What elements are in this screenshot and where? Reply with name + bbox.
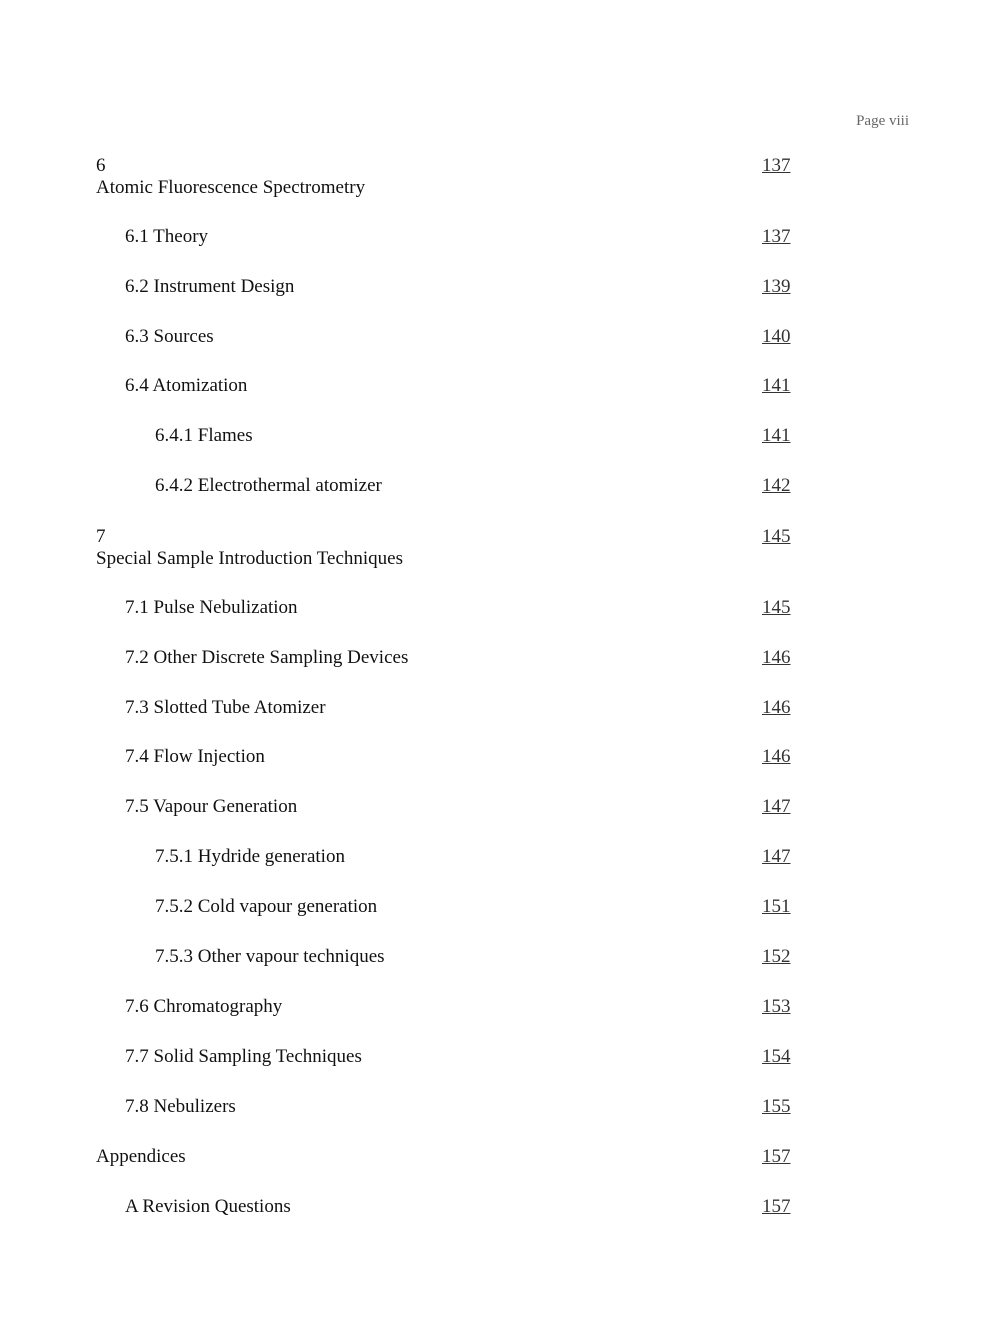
chapter-number: 6 [96,155,106,176]
toc-entry-title: 6.2 Instrument Design [125,276,295,297]
page-link[interactable]: 145 [762,526,791,547]
page-link[interactable]: 146 [762,697,791,718]
page-link[interactable]: 137 [762,155,791,176]
page-link[interactable]: 146 [762,647,791,668]
toc-entry-title: 7.8 Nebulizers [125,1096,236,1117]
chapter-number: 7 [96,526,106,547]
toc-entry-title: 7.5.2 Cold vapour generation [155,896,378,917]
toc-entry-title: 7.5.3 Other vapour techniques [155,946,385,967]
toc-entry-title: 7.1 Pulse Nebulization [125,597,298,618]
page-link[interactable]: 157 [762,1196,791,1217]
page-link[interactable]: 155 [762,1096,791,1117]
toc-entry-title: 7.5.1 Hydride generation [155,846,345,867]
page-link[interactable]: 153 [762,996,791,1017]
toc-entry-title: 7.6 Chromatography [125,996,283,1017]
toc-entry-title [96,526,403,570]
toc-entry-title: A Revision Questions [125,1196,291,1217]
page-link[interactable]: 141 [762,375,791,396]
page-link[interactable]: 147 [762,846,791,867]
page-link[interactable]: 151 [762,896,791,917]
page-link[interactable]: 146 [762,746,791,767]
page-link[interactable]: 140 [762,326,791,347]
page-label: Page viii [856,113,909,129]
page-link[interactable]: 137 [762,226,791,247]
page-link[interactable]: 154 [762,1046,791,1067]
toc-entry-title [96,155,365,199]
page-link[interactable]: 141 [762,425,791,446]
chapter-title: Special Sample Introduction Techniques [96,548,403,569]
toc-entry-title: Appendices [96,1146,186,1167]
toc-entry-title: 6.1 Theory [125,226,209,247]
page-link[interactable]: 147 [762,796,791,817]
page-link[interactable]: 139 [762,276,791,297]
toc-entry-title: 6.3 Sources [125,326,214,347]
toc-entry-title: 6.4.1 Flames [155,425,253,446]
page-link[interactable]: 145 [762,597,791,618]
chapter-title: Atomic Fluorescence Spectrometry [96,177,366,198]
page-link[interactable]: 152 [762,946,791,967]
toc-entry-title: 7.7 Solid Sampling Techniques [125,1046,362,1067]
toc-entry-title: 7.3 Slotted Tube Atomizer [125,697,326,718]
toc-entry-title: 6.4 Atomization [125,375,248,396]
toc-entry-title: 7.4 Flow Injection [125,746,265,767]
toc-entry-title: 7.5 Vapour Generation [125,796,298,817]
page-link[interactable]: 157 [762,1146,791,1167]
toc-entry-title: 6.4.2 Electrothermal atomizer [155,475,382,496]
page-link[interactable]: 142 [762,475,791,496]
toc-entry-title: 7.2 Other Discrete Sampling Devices [125,647,409,668]
